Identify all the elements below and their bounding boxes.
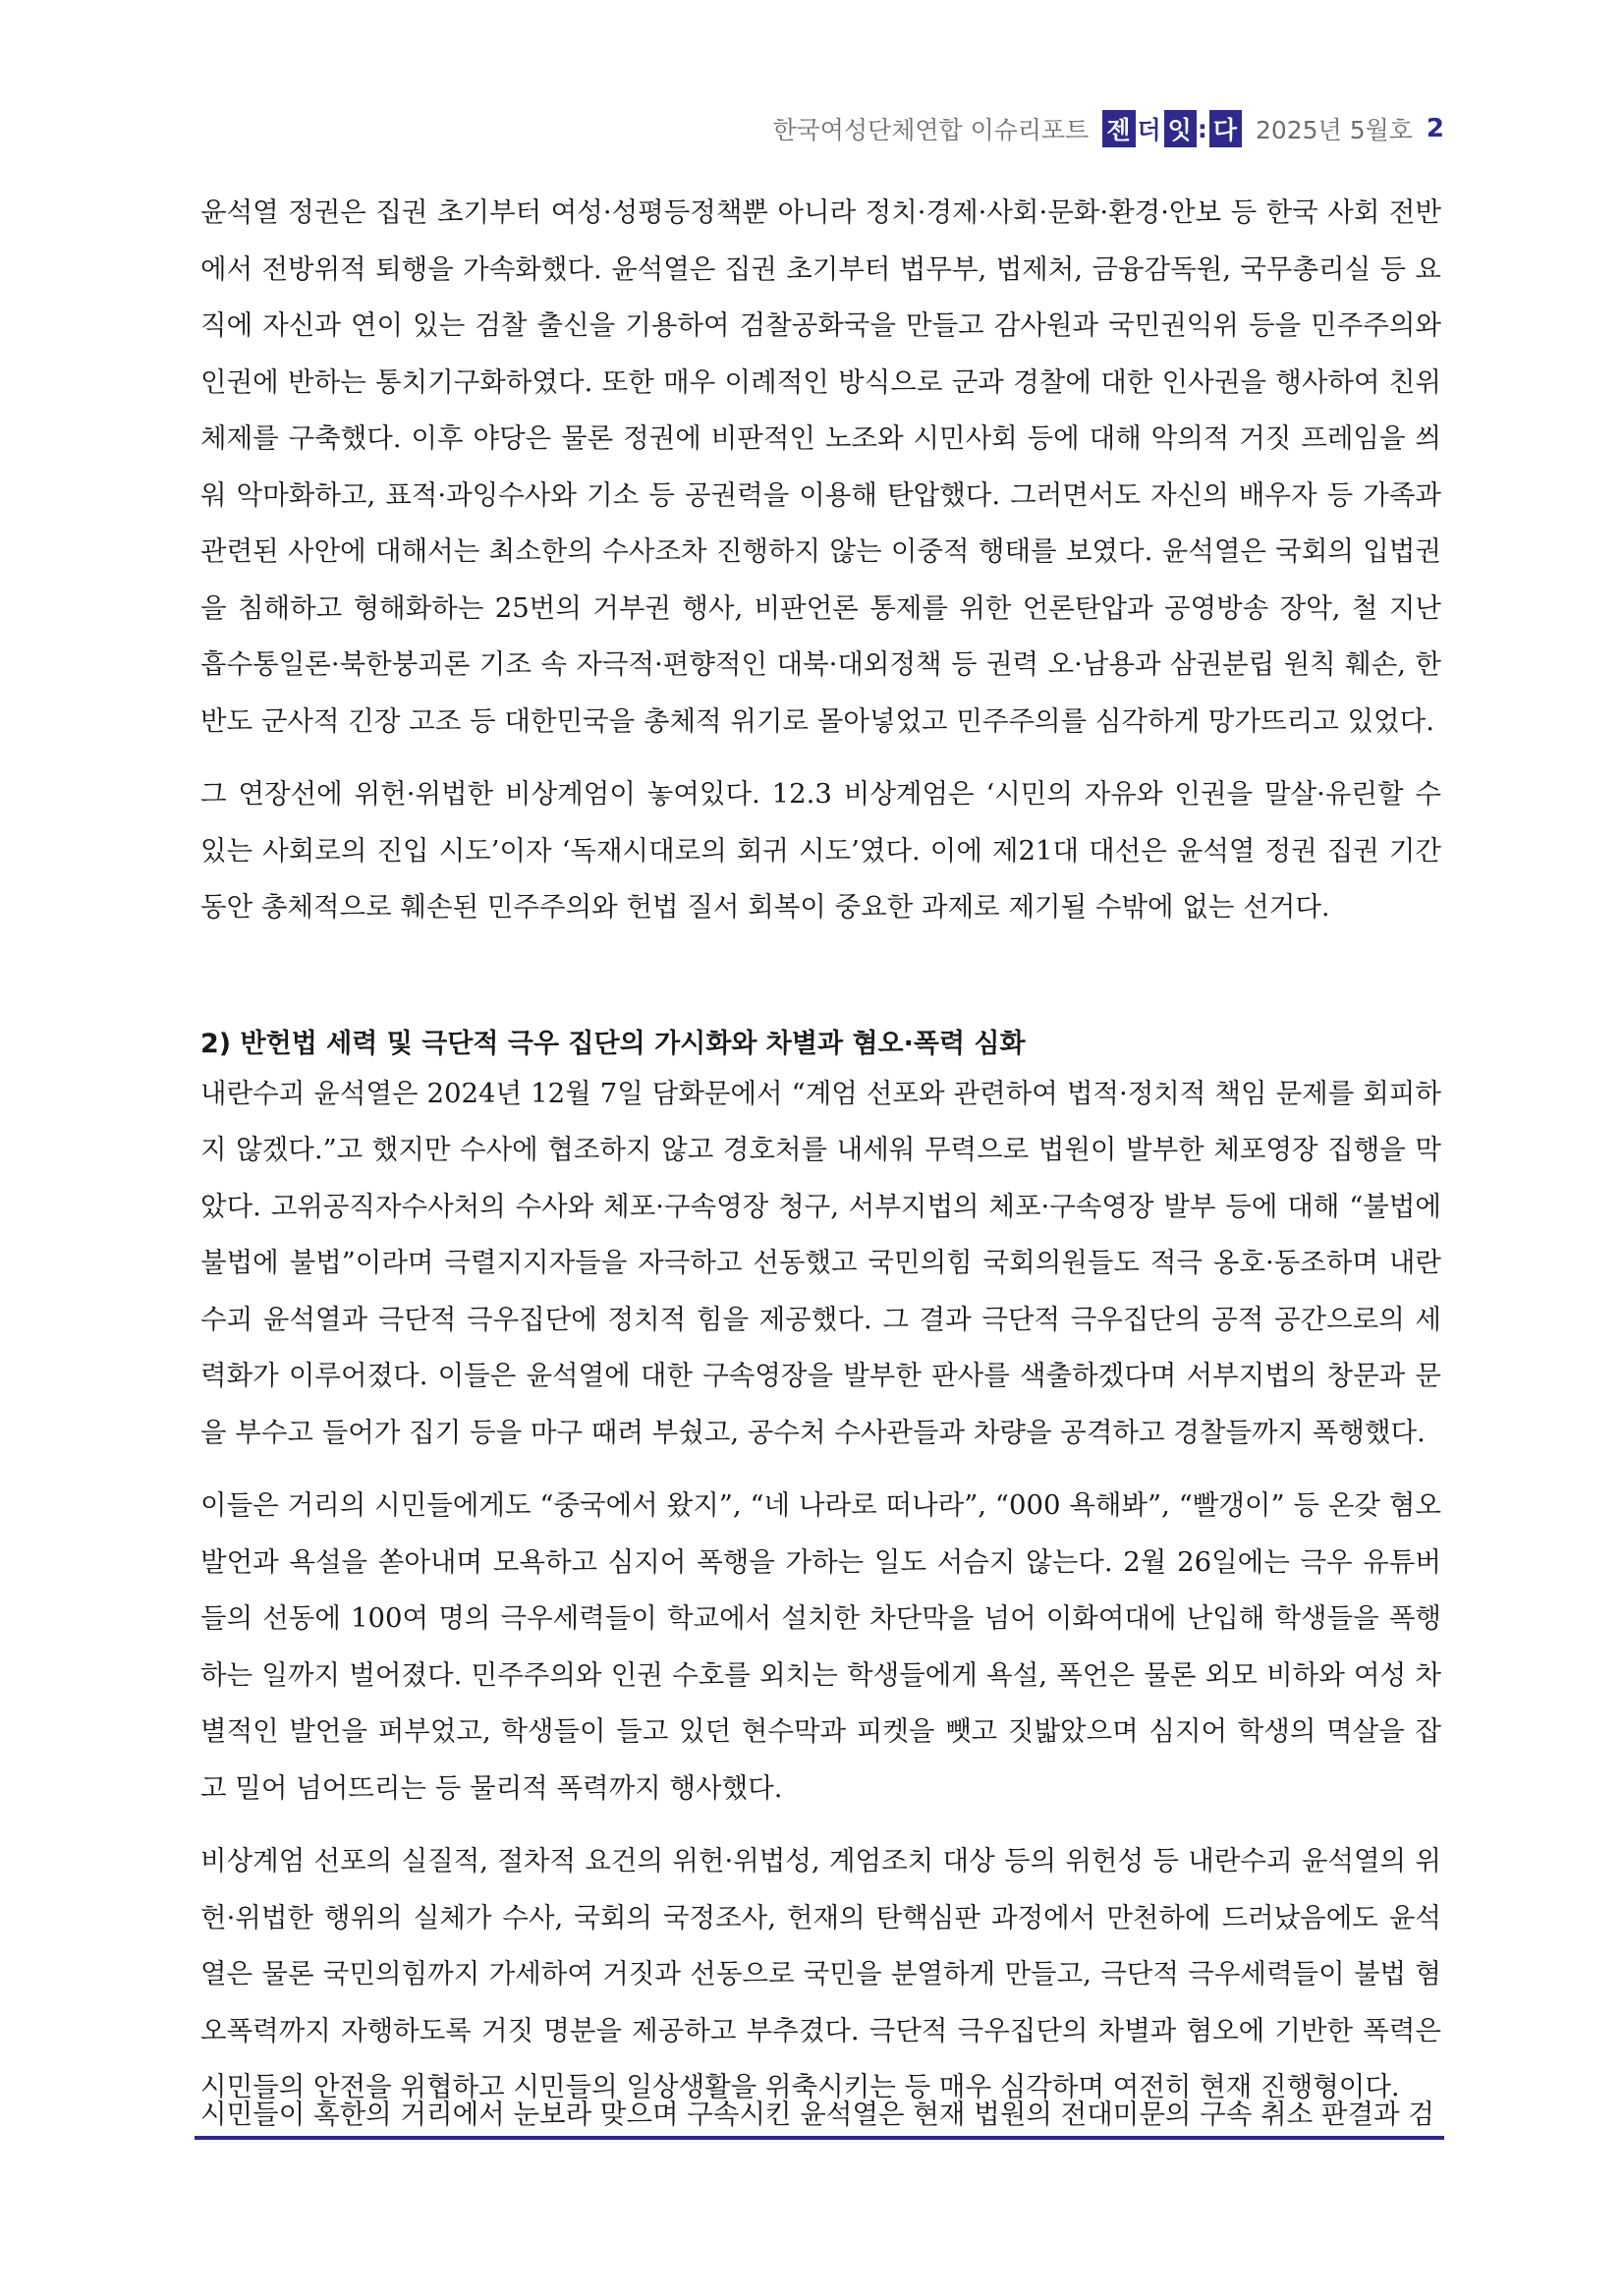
page-number: 2 — [1426, 114, 1444, 143]
paragraph-2: 그 연장선에 위헌·위법한 비상계엄이 놓여있다. 12.3 비상계엄은 ‘시민의 자유와 인권을 말살·유린할 수 있는 사회로의 진입 시도’이자 ‘독재시대로의 회귀 시도’였다. 이에 제21대 대선은 윤석열 정권 집권 기간 동안 총체적으로 훼손된 민주주의와 헌법 질서 회복이 중요한 과제로 제기될 수밖에 없는 선거다. — [200, 778, 1441, 923]
publication-title: 한국여성단체연합 이슈리포트 — [772, 116, 1090, 144]
issue-date: 2025년 5월호 — [1255, 116, 1413, 144]
continued-line: 시민들이 혹한의 거리에서 눈보라 맞으며 구속시킨 윤석열은 현재 법원의 전대미문의 구속 취소 판결과 검 — [200, 2099, 1434, 2130]
paragraph-3: 내란수괴 윤석열은 2024년 12월 7일 담화문에서 “계엄 선포와 관련하여 법적·정치적 책임 문제를 회피하지 않겠다.”고 했지만 수사에 협조하지 않고 경호처를 내세워 무력으로 법원이 발부한 체포영장 집행을 막았다. 고위공직자수사처의 수사와 체포·구속영장 청구, 서부지법의 체포·구속영장 발부 등에 대해 “불법에 불법에 불법”이라며 극렬지지자들을 자극하고 선동했고 국민의힘 국회의원들도 적극 옹호·동조하며 내란수괴 윤석열과 극단적 극우집단에 정치적 힘을 제공했다. 그 결과 극단적 극우집단의 공적 공간으로의 세력화가 이루어졌다. 이들은 윤석열에 대한 구속영장을 발부한 판사를 색출하겠다며 서부지법의 창문과 문을 부수고 들어가 집기 등을 마구 때려 부쉈고, 공수처 수사관들과 차량을 공격하고 경찰들까지 폭행했다. — [200, 1077, 1441, 1448]
paragraph-5: 비상계엄 선포의 실질적, 절차적 요건의 위헌·위법성, 계엄조치 대상 등의 위헌성 등 내란수괴 윤석열의 위헌·위법한 행위의 실체가 수사, 국회의 국정조사, 헌재의 탄핵심판 과정에서 만천하에 드러났음에도 윤석열은 물론 국민의힘까지 가세하여 거짓과 선동으로 국민을 분열하게 만들고, 극단적 극우세력들이 불법 혐오폭력까지 자행하도록 거짓 명분을 제공하고 부추겼다. 극단적 극우집단의 차별과 혐오에 기반한 폭력은 시민들의 안전을 위협하고 시민들의 일상생활을 위축시키는 등 매우 심각하며 여전히 현재 진행형이다. — [200, 1845, 1441, 2102]
paragraph-1: 윤석열 정권은 집권 초기부터 여성·성평등정책뿐 아니라 정치·경제·사회·문화·환경·안보 등 한국 사회 전반에서 전방위적 퇴행을 가속화했다. 윤석열은 집권 초기부터 법무부, 법제처, 금융감독원, 국무총리실 등 요직에 자신과 연이 있는 검찰 출신을 기용하여 검찰공화국을 만들고 감사원과 국민권익위 등을 민주주의와 인권에 반하는 통치기구화하였다. 또한 매우 이례적인 방식으로 군과 경찰에 대한 인사권을 행사하여 친위체제를 구축했다. 이후 야당은 물론 정권에 비판적인 노조와 시민사회 등에 대해 악의적 거짓 프레임을 씌워 악마화하고, 표적·과잉수사와 기소 등 공권력을 이용해 탄압했다. 그러면서도 자신의 배우자 등 가족과 관련된 사안에 대해서는 최소한의 수사조차 진행하지 않는 이중적 행태를 보였다. 윤석열은 국회의 입법권을 침해하고 형해화하는 25번의 거부권 행사, 비판언론 통제를 위한 언론탄압과 공영방송 장악, 철 지난 흡수통일론·북한붕괴론 기조 속 자극적·편향적인 대북·대외정책 등 권력 오·남용과 삼권분립 원칙 훼손, 한반도 군사적 긴장 고조 등 대한민국을 총체적 위기로 몰아넣었고 민주주의를 심각하게 망가뜨리고 있었다. — [200, 196, 1441, 737]
article-body — [200, 185, 1441, 2116]
continued-paragraph — [200, 2087, 1441, 2144]
page-header — [772, 110, 1444, 147]
logo-part-1: 젠 — [1102, 110, 1135, 147]
logo-part-3: 잇 — [1164, 110, 1197, 147]
paragraph-4: 이들은 거리의 시민들에게도 “중국에서 왔지”, “네 나라로 떠나라”, “000 욕해봐”, “빨갱이” 등 온갖 혐오 발언과 욕설을 쏟아내며 모욕하고 심지어 폭행을 가하는 일도 서슴지 않는다. 2월 26일에는 극우 유튜버들의 선동에 100여 명의 극우세력들이 학교에서 설치한 차단막을 넘어 이화여대에 난입해 학생들을 폭행하는 일까지 벌어졌다. 민주주의와 인권 수호를 외치는 학생들에게 욕설, 폭언은 물론 외모 비하와 여성 차별적인 발언을 퍼부었고, 학생들이 들고 있던 현수막과 피켓을 뺏고 짓밟았으며 심지어 학생의 멱살을 잡고 밀어 넘어뜨리는 등 물리적 폭력까지 행사했다. — [200, 1489, 1441, 1804]
logo-separator: : — [1197, 114, 1208, 143]
bottom-divider — [195, 2136, 1444, 2140]
logo-part-4: 다 — [1209, 110, 1242, 147]
logo-part-2: 더 — [1137, 116, 1162, 144]
genderitda-logo — [1102, 110, 1242, 147]
section-heading: 2) 반헌법 세력 및 극단적 극우 집단의 가시화와 차별과 혐오·폭력 심화 — [200, 1028, 1026, 1059]
